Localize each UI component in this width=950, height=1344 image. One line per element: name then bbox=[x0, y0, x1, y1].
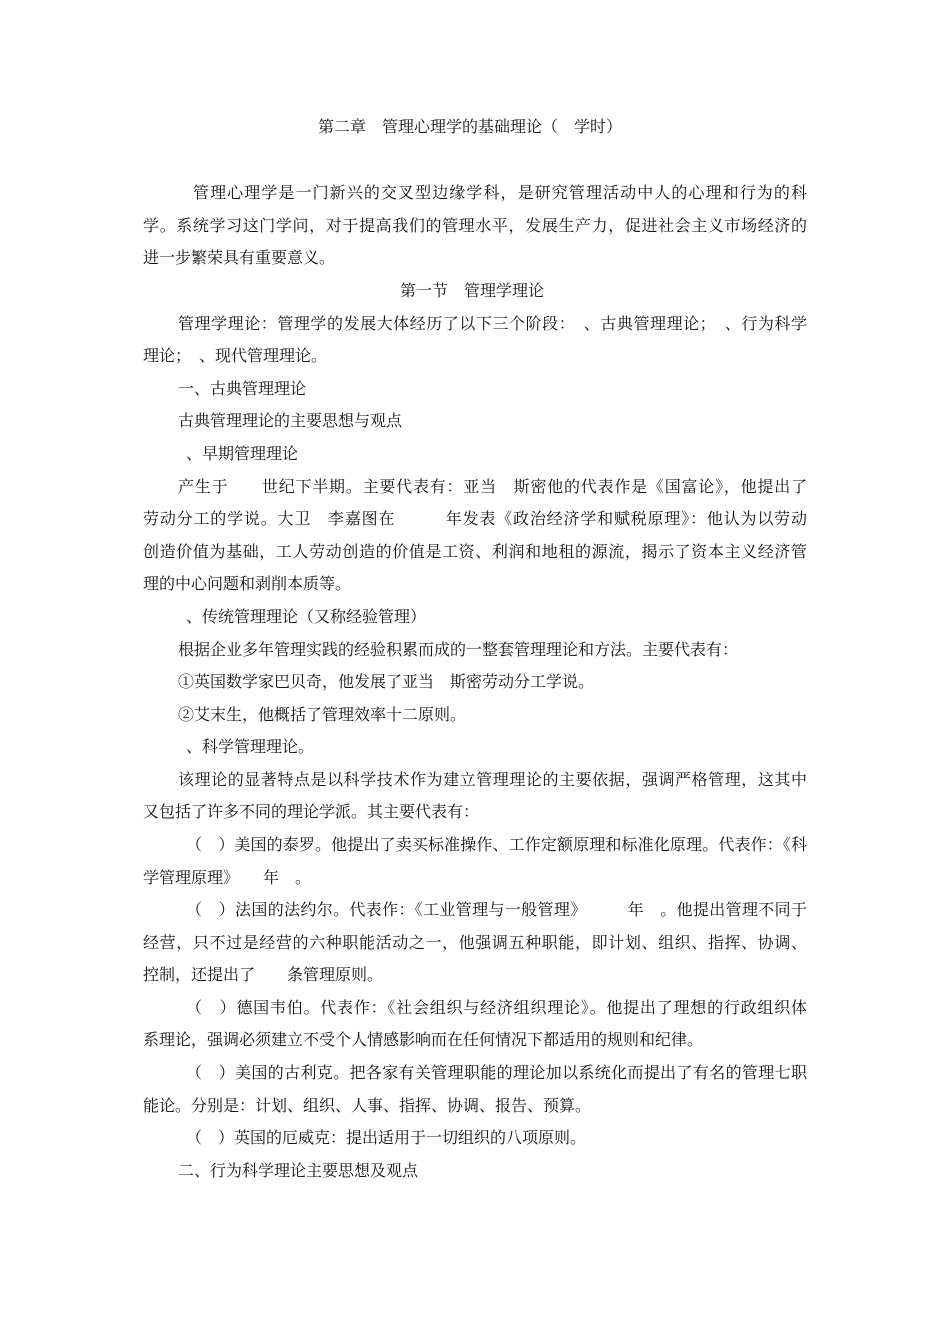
early-text-line-1: 产生于 世纪下半期。主要代表有：亚当 斯密他的代表作是《国富论》，他提出了 bbox=[178, 477, 807, 496]
taylor-line-2: 学管理原理》 年 。 bbox=[143, 868, 312, 887]
traditional-point-2: ②艾末生，他概括了管理效率十二原则。 bbox=[178, 705, 467, 724]
fayol-line-1: （ ）法国的法约尔。代表作：《工业管理与一般管理》 年 。他提出管理不同于 bbox=[186, 900, 807, 919]
heading-behavioral-theory: 二、行为科学理论主要思想及观点 bbox=[178, 1161, 419, 1180]
early-text-line-4: 理的中心问题和剥削本质等。 bbox=[143, 574, 352, 593]
item-early-theory: 、早期管理理论 bbox=[186, 444, 299, 463]
scientific-text-line-1: 该理论的显著特点是以科学技术作为建立管理理论的主要依据，强调严格管理，这其中 bbox=[178, 770, 807, 789]
heading-classical-theory: 一、古典管理理论 bbox=[178, 379, 307, 398]
gulick-line-2: 能论。分别是：计划、组织、人事、指挥、协调、报告、预算。 bbox=[143, 1096, 592, 1115]
subheading-classical-ideas: 古典管理理论的主要思想与观点 bbox=[178, 411, 403, 430]
early-text-line-2: 劳动分工的学说。大卫 李嘉图在 年发表《政治经济学和赋税原理》：他认为以劳动 bbox=[143, 509, 807, 528]
section-title: 第一节 管理学理论 bbox=[400, 281, 545, 300]
fayol-line-3: 控制，还提出了 条管理原则。 bbox=[143, 965, 384, 984]
overview-line-2: 理论； 、现代管理理论。 bbox=[143, 346, 328, 365]
intro-line-3: 进一步繁荣具有重要意义。 bbox=[143, 248, 336, 267]
traditional-point-1: ①英国数学家巴贝奇，他发展了亚当 斯密劳动分工学说。 bbox=[178, 672, 595, 691]
item-traditional-theory: 、传统管理理论（又称经验管理） bbox=[186, 607, 427, 626]
intro-line-2: 学。系统学习这门学问，对于提高我们的管理水平，发展生产力，促进社会主义市场经济的 bbox=[143, 216, 807, 235]
chapter-title: 第二章 管理心理学的基础理论（ 学时） bbox=[318, 117, 623, 136]
overview-line-1: 管理学理论：管理学的发展大体经历了以下三个阶段： 、古典管理理论； 、行为科学 bbox=[178, 314, 807, 333]
taylor-line-1: （ ）美国的泰罗。他提出了卖买标准操作、工作定额原理和标准化原理。代表作：《科 bbox=[186, 835, 807, 854]
scientific-text-line-2: 又包括了许多不同的理论学派。其主要代表有： bbox=[143, 802, 480, 821]
gulick-line-1: （ ）美国的古利克。把各家有关管理职能的理论加以系统化而提出了有名的管理七职 bbox=[186, 1063, 807, 1082]
fayol-line-2: 经营，只不过是经营的六种职能活动之一，他强调五种职能，即计划、组织、指挥、协调、 bbox=[143, 933, 807, 952]
weber-line-1: （ ）德国韦伯。代表作：《社会组织与经济组织理论》。他提出了理想的行政组织体 bbox=[186, 998, 807, 1017]
intro-line-1: 管理心理学是一门新兴的交叉型边缘学科，是研究管理活动中人的心理和行为的科 bbox=[193, 183, 807, 202]
traditional-text: 根据企业多年管理实践的经验积累而成的一整套管理理论和方法。主要代表有： bbox=[178, 640, 739, 659]
early-text-line-3: 创造价值为基础，工人劳动创造的价值是工资、利润和地租的源流，揭示了资本主义经济管 bbox=[143, 542, 807, 561]
weber-line-2: 系理论，强调必须建立不受个人情感影响而在任何情况下都适用的规则和纪律。 bbox=[143, 1030, 704, 1049]
urwick-line: （ ）英国的厄威克：提出适用于一切组织的八项原则。 bbox=[186, 1128, 587, 1147]
item-scientific-theory: 、科学管理理论。 bbox=[186, 737, 315, 756]
